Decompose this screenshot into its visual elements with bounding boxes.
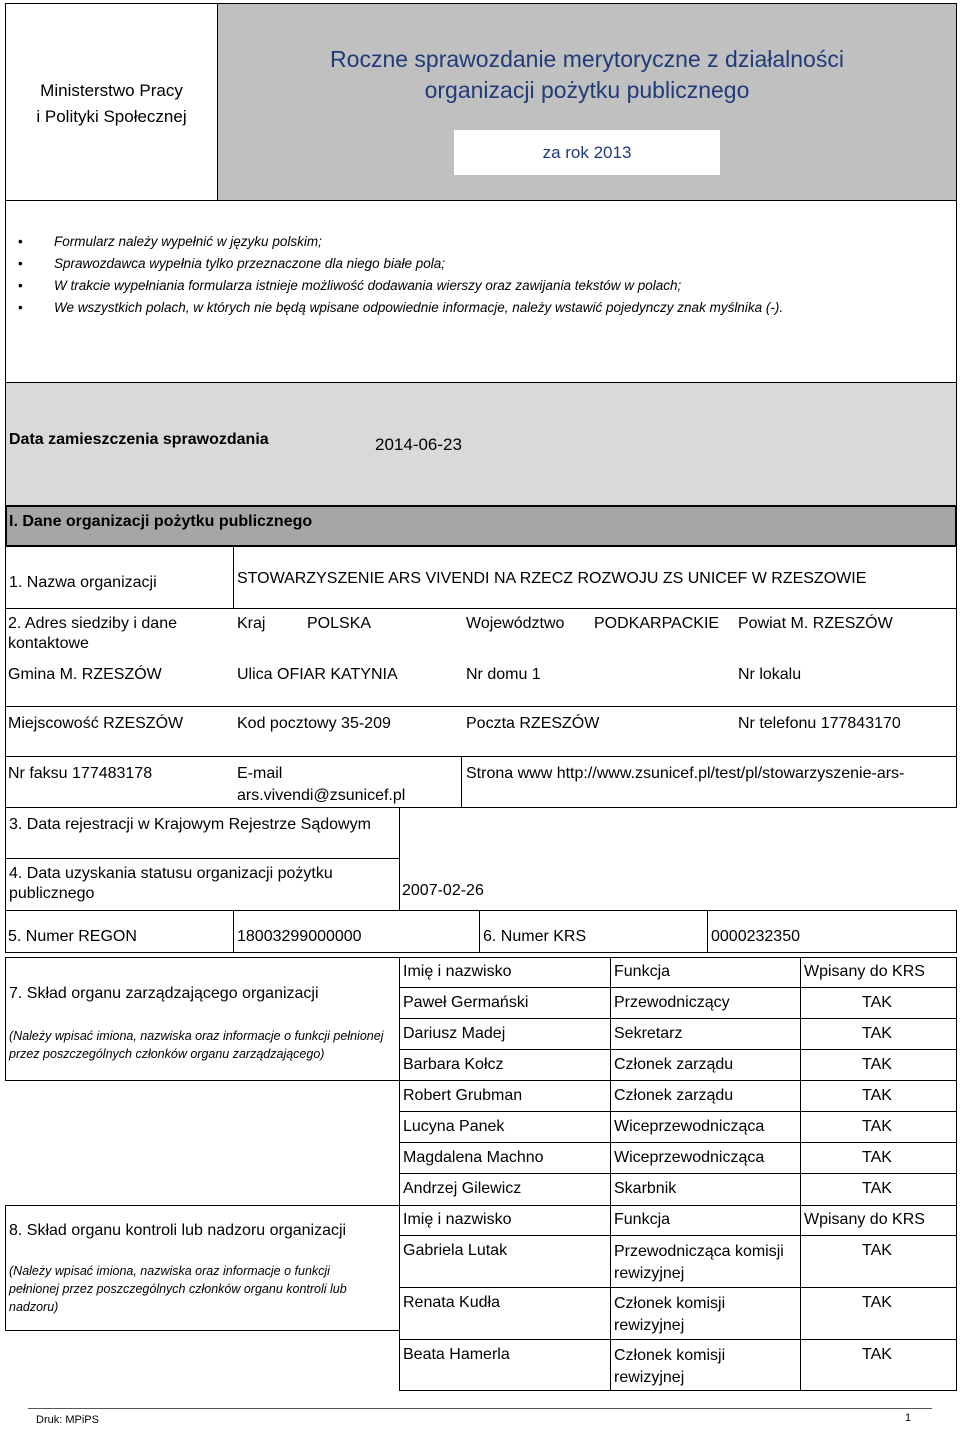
report-date-box xyxy=(5,382,957,506)
krs-number-value: 0000232350 xyxy=(711,928,800,945)
org-name-label-cell xyxy=(5,546,234,609)
report-title-line-2: organizacji pożytku publicznego xyxy=(424,77,750,103)
krs-number-label: 6. Numer KRS xyxy=(483,928,587,945)
board-member-name: Robert Grubman xyxy=(403,1087,523,1104)
board-member-function: Wiceprzewodnicząca xyxy=(614,1149,765,1166)
regon-label: 5. Numer REGON xyxy=(8,928,137,945)
regon-krs-row xyxy=(5,910,957,953)
website-field: Strona www http://www.zsunicef.pl/test/pl/stowarzyszenie-ars- xyxy=(466,765,905,782)
org-name-label: 1. Nazwa organizacji xyxy=(9,574,157,591)
supervisory-member-name: Gabriela Lutak xyxy=(403,1242,508,1259)
regon-value: 18003299000000 xyxy=(237,928,362,945)
krs-reg-date-label: 3. Data rejestracji w Krajowym Rejestrze Sądowym xyxy=(9,816,371,833)
board-member-function: Sekretarz xyxy=(614,1025,683,1042)
board-member-function: Członek zarządu xyxy=(614,1087,734,1104)
krs-reg-date-label-cell xyxy=(5,807,400,859)
section1-heading-box xyxy=(5,505,957,547)
board-header-name: Imię i nazwisko xyxy=(403,963,512,980)
street-field: Ulica OFIAR KATYNIA xyxy=(237,666,398,683)
post-office-field: Poczta RZESZÓW xyxy=(466,715,600,732)
supervisory-header-name: Imię i nazwisko xyxy=(403,1211,512,1228)
instruction-item: • Sprawozdawca wypełnia tylko przeznaczone dla niego białe pola; xyxy=(18,256,445,271)
status-date-value: 2007-02-26 xyxy=(402,882,484,899)
phone-field: Nr telefonu 177843170 xyxy=(738,715,901,732)
footer-print-label: Druk: MPiPS xyxy=(36,1414,99,1426)
year-field xyxy=(454,130,720,175)
address-label: 2. Adres siedziby i dane kontaktowe xyxy=(8,615,177,652)
voivodeship-value: PODKARPACKIE xyxy=(594,615,720,632)
supervisory-member-function: Członek komisji rewizyjnej xyxy=(614,1295,726,1334)
supervisory-header-krs: Wpisany do KRS xyxy=(804,1211,925,1228)
board-member-krs: TAK xyxy=(862,1118,892,1135)
supervisory-header-function: Funkcja xyxy=(614,1211,671,1228)
board-member-name: Barbara Kołcz xyxy=(403,1056,504,1073)
report-date-value: 2014-06-23 xyxy=(375,435,462,454)
fax-field: Nr faksu 177483178 xyxy=(8,765,153,782)
board-member-krs: TAK xyxy=(862,1056,892,1073)
report-title xyxy=(218,44,956,106)
board-header-function: Funkcja xyxy=(614,963,671,980)
country-label: Kraj xyxy=(237,615,266,632)
board-note: (Należy wpisać imiona, nazwiska oraz informacje o funkcji pełnionej przez poszczególnych członków organu zarządzającego) xyxy=(9,1029,384,1061)
board-label-box xyxy=(5,957,400,1081)
ministry-line-1: Ministerstwo Pracy xyxy=(40,81,183,100)
board-member-name: Paweł Germański xyxy=(403,994,529,1011)
commune-field: Gmina M. RZESZÓW xyxy=(8,666,162,683)
board-member-function: Członek zarządu xyxy=(614,1056,734,1073)
supervisory-member-name: Renata Kudła xyxy=(403,1294,500,1311)
board-header-krs: Wpisany do KRS xyxy=(804,963,925,980)
email-value: ars.vivendi@zsunicef.pl xyxy=(237,787,406,804)
board-member-krs: TAK xyxy=(862,994,892,1011)
house-number-field: Nr domu 1 xyxy=(466,666,541,683)
supervisory-member-krs: TAK xyxy=(862,1242,892,1259)
supervisory-label-box xyxy=(5,1205,400,1331)
section1-heading: I. Dane organizacji pożytku publicznego xyxy=(9,513,313,530)
supervisory-member-krs: TAK xyxy=(862,1294,892,1311)
page-number: 1 xyxy=(905,1412,912,1424)
status-date-label: 4. Data uzyskania statusu organizacji pożytku publicznego xyxy=(9,865,333,902)
county-field: Powiat M. RZESZÓW xyxy=(738,615,893,632)
board-member-name: Lucyna Panek xyxy=(403,1118,505,1135)
org-name-value-cell xyxy=(233,546,957,609)
supervisory-member-name: Beata Hamerla xyxy=(403,1346,510,1363)
supervisory-member-function: Członek komisji rewizyjnej xyxy=(614,1347,726,1386)
year-label: za rok 2013 xyxy=(542,143,632,162)
report-date-label: Data zamieszczenia sprawozdania xyxy=(9,431,269,448)
instruction-item: • Formularz należy wypełnić w języku polskim; xyxy=(18,234,322,249)
board-member-krs: TAK xyxy=(862,1180,892,1197)
apartment-number-field: Nr lokalu xyxy=(738,666,802,683)
country-value: POLSKA xyxy=(307,615,372,632)
board-title: 7. Skład organu zarządzającego organizacji xyxy=(9,985,319,1002)
board-member-function: Skarbnik xyxy=(614,1180,677,1197)
locality-field: Miejscowość RZESZÓW xyxy=(8,715,184,732)
instructions-list xyxy=(14,231,944,319)
board-member-krs: TAK xyxy=(862,1149,892,1166)
ministry-line-2: i Polityki Społecznej xyxy=(36,107,187,126)
email-label: E-mail xyxy=(237,765,283,782)
board-member-name: Andrzej Gilewicz xyxy=(403,1180,522,1197)
supervisory-note: (Należy wpisać imiona, nazwiska oraz informacje o funkcji pełnionej przez poszczególnych członków organu kontroli lub nadzoru) xyxy=(9,1264,347,1314)
postal-code-field: Kod pocztowy 35-209 xyxy=(237,715,391,732)
supervisory-title: 8. Skład organu kontroli lub nadzoru organizacji xyxy=(9,1222,347,1239)
supervisory-member-function: Przewodnicząca komisji rewizyjnej xyxy=(614,1243,784,1282)
board-member-function: Wiceprzewodnicząca xyxy=(614,1118,765,1135)
status-date-label-cell xyxy=(5,858,400,911)
report-title-line-1: Roczne sprawozdanie merytoryczne z działalności xyxy=(330,46,844,72)
org-name-value: STOWARZYSZENIE ARS VIVENDI NA RZECZ ROZWOJU ZS UNICEF W RZESZOWIE xyxy=(237,570,867,587)
board-member-function: Przewodniczący xyxy=(614,994,730,1011)
instruction-item: • W trakcie wypełniania formularza istnieje możliwość dodawania wierszy oraz zawijania tekstów w polach; xyxy=(18,278,682,293)
board-member-name: Dariusz Madej xyxy=(403,1025,506,1042)
board-member-krs: TAK xyxy=(862,1025,892,1042)
header-title-box xyxy=(217,3,957,201)
board-member-name: Magdalena Machno xyxy=(403,1149,544,1166)
board-member-krs: TAK xyxy=(862,1087,892,1104)
header-ministry-box xyxy=(5,3,218,201)
ministry-name xyxy=(6,78,217,130)
voivodeship-label: Województwo xyxy=(466,615,565,632)
instructions-box xyxy=(5,200,957,383)
supervisory-member-krs: TAK xyxy=(862,1346,892,1363)
instruction-item: • We wszystkich polach, w których nie będą wpisane odpowiednie informacje, należy wstawić pojedynczy znak myślnika (-). xyxy=(18,300,784,315)
